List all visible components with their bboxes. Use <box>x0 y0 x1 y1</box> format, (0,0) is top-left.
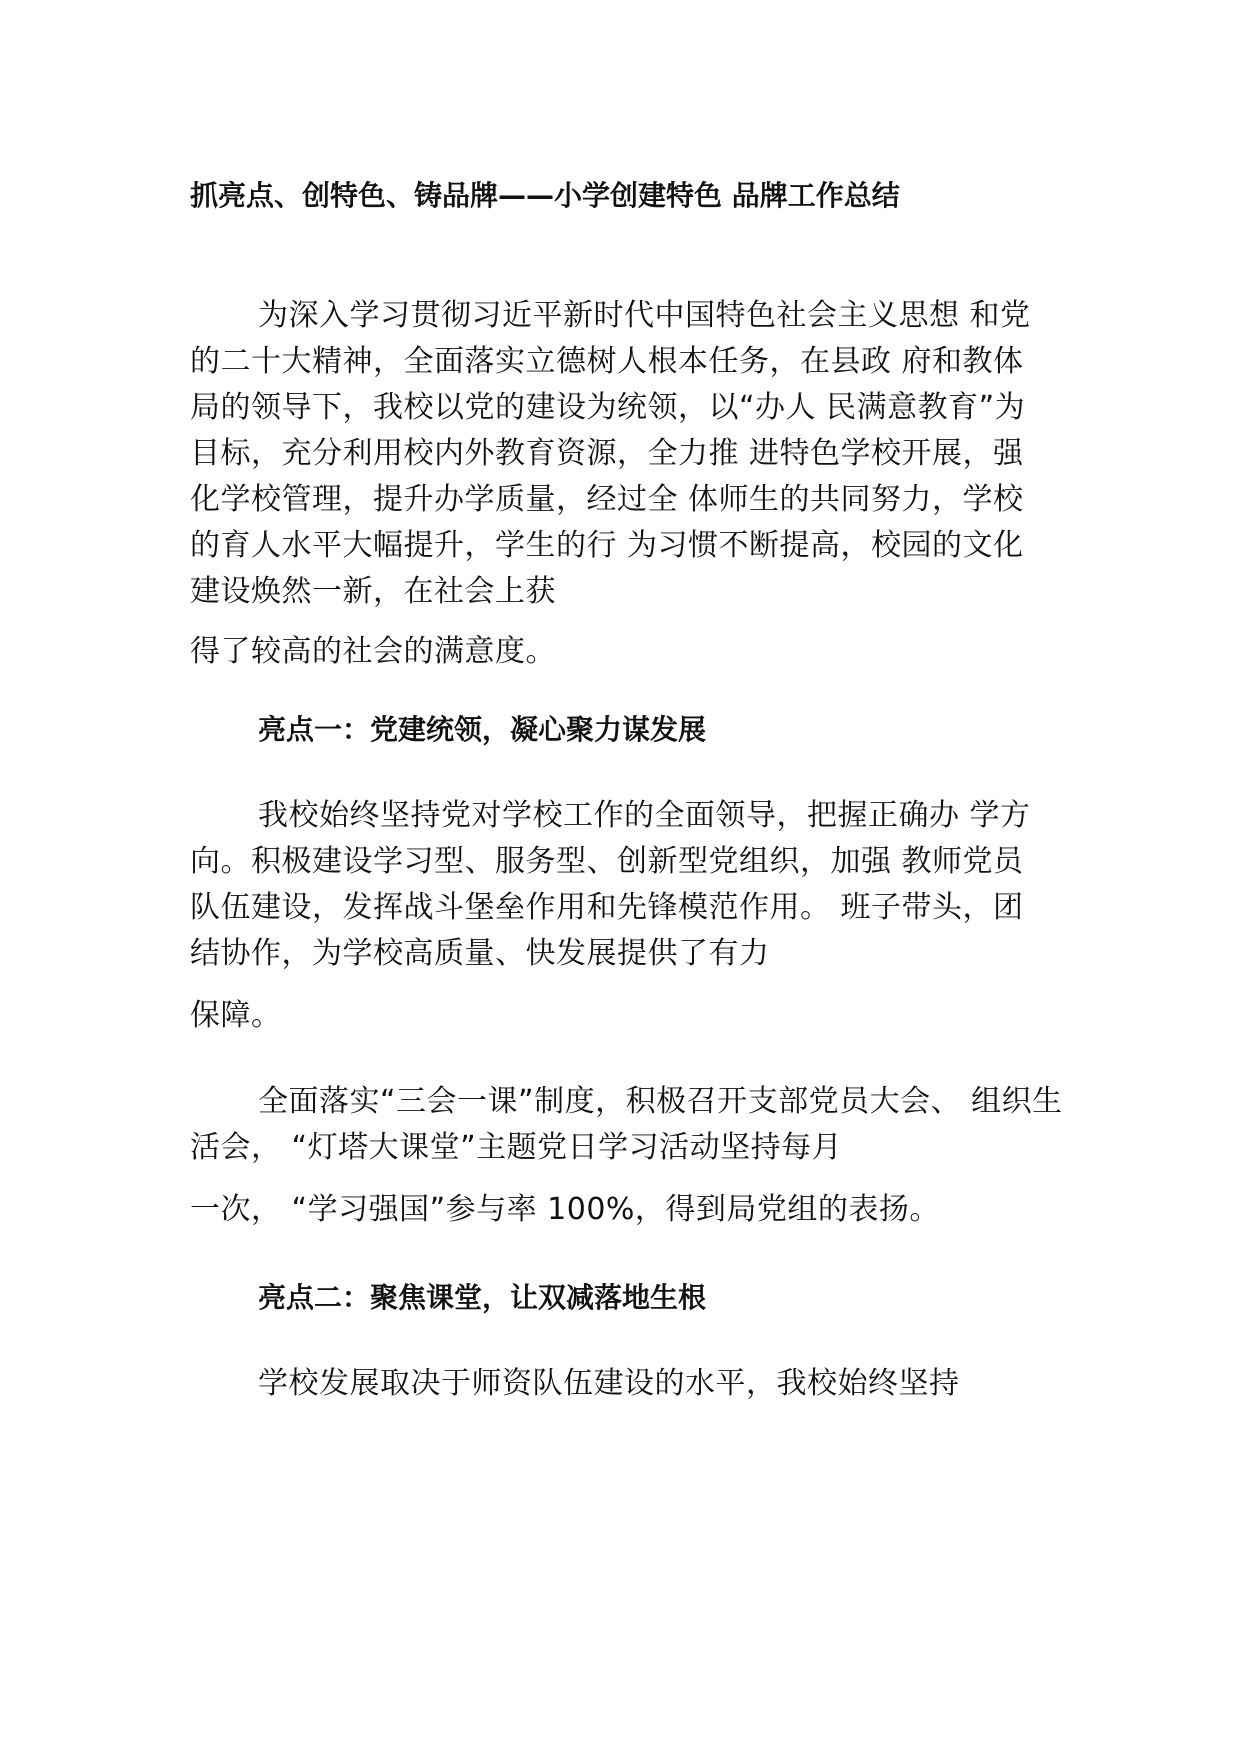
document-title: 抓亮点、创特色、铸品牌——小学创建特色 品牌工作总结 <box>190 179 900 212</box>
paragraph-line: 向。积极建设学习型、服务型、创新型党组织，加强 教师党员 <box>190 844 1024 879</box>
paragraph-line: 结协作，为学校高质量、快发展提供了有力 <box>190 936 770 971</box>
paragraph-line: 为深入学习贯彻习近平新时代中国特色社会主义思想 和党 <box>258 298 1031 333</box>
paragraph-line: 一次， “学习强国”参与率 100%，得到局党组的表扬。 <box>190 1192 940 1227</box>
paragraph-line: 我校始终坚持党对学校工作的全面领导，把握正确办 学方 <box>258 798 1031 833</box>
paragraph-line: 局的领导下，我校以党的建设为统领，以“办人 民满意教育”为 <box>190 390 1026 425</box>
paragraph-line: 活会， “灯塔大课堂”主题党日学习活动坚持每月 <box>190 1130 843 1165</box>
paragraph-line: 得了较高的社会的满意度。 <box>190 634 556 669</box>
paragraph-line: 学校发展取决于师资队伍建设的水平，我校始终坚持 <box>258 1366 960 1401</box>
paragraph-line: 目标，充分利用校内外教育资源，全力推 进特色学校开展，强 <box>190 436 1024 471</box>
paragraph-line: 建设焕然一新，在社会上获 <box>190 574 556 609</box>
paragraph-line: 保障。 <box>190 998 282 1033</box>
paragraph-line: 队伍建设，发挥战斗堡垒作用和先锋模范作用。 班子带头，团 <box>190 890 1024 925</box>
paragraph-line: 的育人水平大幅提升，学生的行 为习惯不断提高，校园的文化 <box>190 528 1024 563</box>
section-heading-2: 亮点二：聚焦课堂，让双减落地生根 <box>258 1281 707 1314</box>
paragraph-line: 的二十大精神，全面落实立德树人根本任务，在县政 府和教体 <box>190 344 1024 379</box>
section-heading-1: 亮点一：党建统领，凝心聚力谋发展 <box>258 713 707 746</box>
paragraph-line: 全面落实“三会一课”制度，积极召开支部党员大会、 组织生 <box>258 1084 1063 1119</box>
paragraph-line: 化学校管理，提升办学质量，经过全 体师生的共同努力，学校 <box>190 482 1024 517</box>
